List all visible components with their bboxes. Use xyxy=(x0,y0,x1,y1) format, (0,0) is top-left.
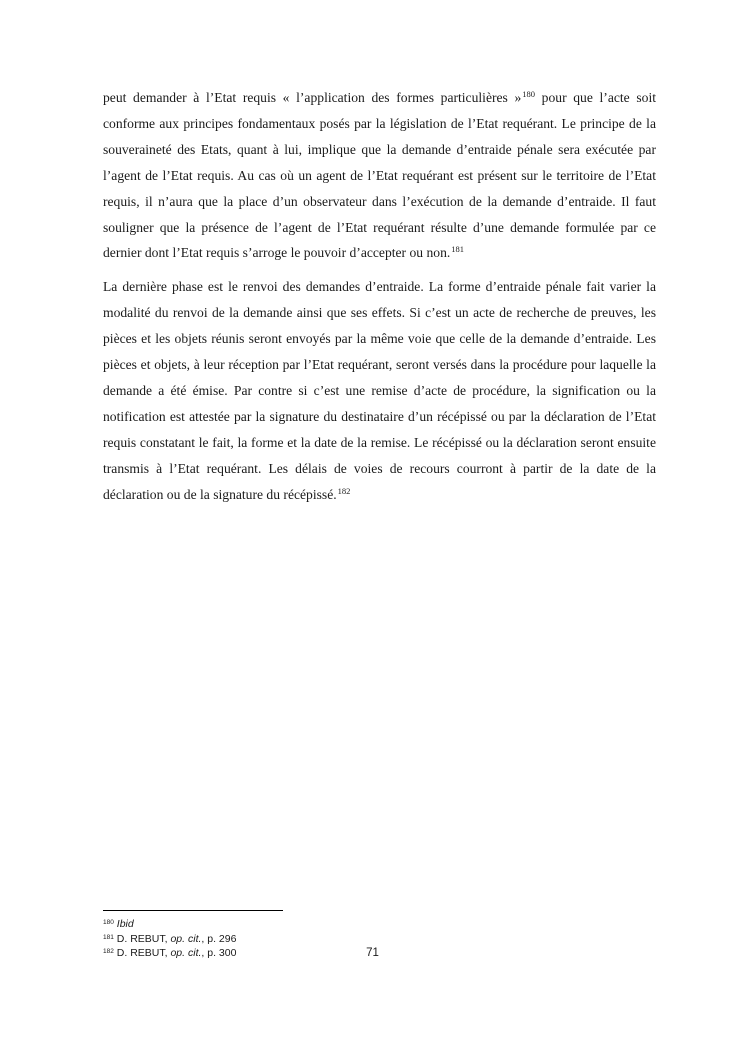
footnote-citation: Ibid xyxy=(116,918,134,930)
paragraph-2-text-1: La dernière phase est le renvoi des demandes d’entraide. La forme d’entraide pénale fait varier la modalité du renvoi de la demande ainsi que ses effets. Si c’est un acte de recherche de preuves, les pièces et les objets réunis seront envoyés par la même voie que celle de la demande d’entraide. Les pièces et objets, à leur réception par l’Etat requérant, seront versés dans la procédure pour laquelle la demande a été émise. Par contre si c’est une remise d’acte de procédure, la signification ou la notification est attestée par la signature du destinataire d’un récépissé ou par la déclaration de l’Etat requis constatant le fait, la forme et la date de la remise. Le récépissé ou la déclaration seront ensuite transmis à l’Etat requérant. Les délais de voies de recours courront à partir de la date de la déclaration ou de la signature du récépissé. xyxy=(103,279,656,502)
footnote-author: D. REBUT, xyxy=(116,947,171,959)
footnote-ref-181[interactable]: 181 xyxy=(451,244,465,255)
footnote-180 xyxy=(103,917,656,932)
footnote-ref-180[interactable]: 180 xyxy=(522,89,536,99)
footnote-page: , p. 300 xyxy=(201,947,237,959)
footnote-citation: op. cit. xyxy=(170,932,202,945)
paragraph-1-text-1: peut demander à l’Etat requis « l’application des formes particulières » xyxy=(103,90,522,105)
footnote-number: 182 xyxy=(103,948,114,955)
page-number: 71 xyxy=(366,947,379,959)
footnote-number: 181 xyxy=(103,933,114,941)
footnote-citation: op. cit. xyxy=(170,947,202,959)
paragraph-1-text-2: pour que l’acte soit conforme aux principes fondamentaux posés par la législation de l’Etat requérant. Le principe de la souveraineté des Etats, quant à lui, implique que la demande d’entraide pénale sera exécutée par l’agent de l’Etat requis. Au cas où un agent de l’Etat requérant est présent sur le territoire de l’Etat requis, il n’aura que la place d’un observateur dans l’exécution de la demande d’entraide. Il faut souligner que la présence de l’agent de l’Etat requérant résulte d’une demande formulée par ce dernier dont l’Etat requis s’arroge le pouvoir d’accepter ou non. xyxy=(103,90,656,261)
footnote-181 xyxy=(103,932,656,947)
paragraph-1 xyxy=(103,85,656,266)
body-text xyxy=(103,85,656,508)
footnote-ref-182[interactable]: 182 xyxy=(337,485,351,496)
footnote-page: , p. 296 xyxy=(201,932,237,945)
footnote-separator xyxy=(103,910,283,911)
paragraph-2 xyxy=(103,274,656,507)
footnote-number: 180 xyxy=(103,919,114,926)
footnote-author: D. REBUT, xyxy=(116,932,171,945)
